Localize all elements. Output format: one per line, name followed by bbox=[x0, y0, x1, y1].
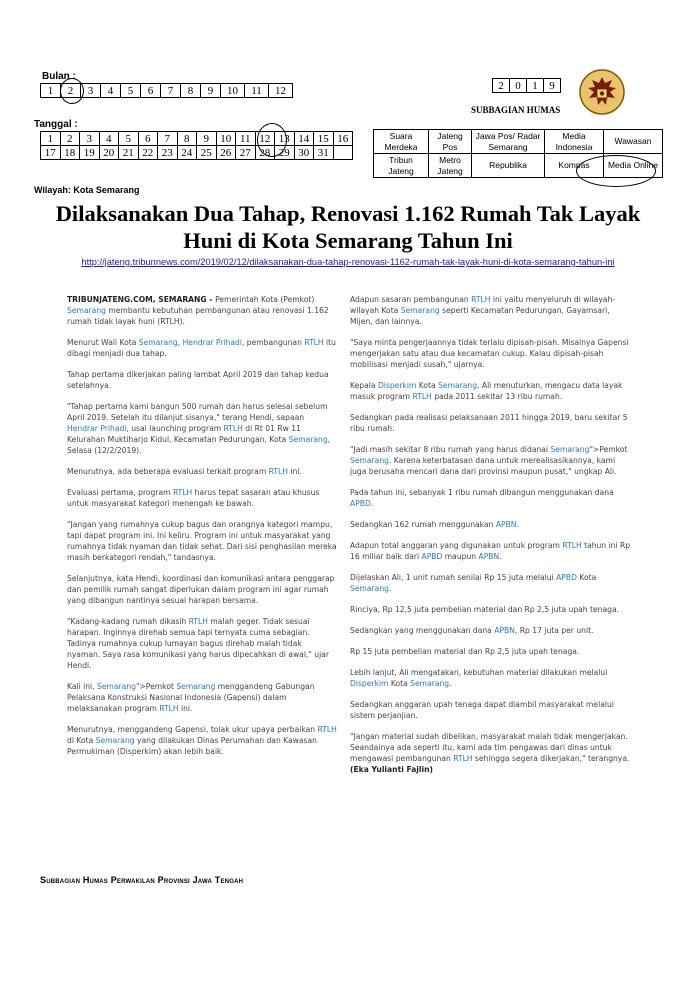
inline-link[interactable]: Disperkim bbox=[377, 381, 417, 390]
article-paragraph bbox=[350, 625, 632, 636]
text-run: Sedangkan 162 rumah menggunakan bbox=[350, 520, 496, 529]
text-run: . bbox=[388, 584, 392, 593]
article-paragraph bbox=[350, 412, 632, 434]
inline-link[interactable]: RTLH bbox=[453, 754, 473, 763]
text-run: Pada tahun ini, sebanyak 1 ribu rumah dibangun menggunakan dana bbox=[350, 488, 614, 497]
article-paragraph bbox=[350, 572, 632, 594]
inline-link[interactable]: Semarang bbox=[97, 682, 136, 691]
inline-link[interactable]: Semarang bbox=[67, 306, 106, 315]
inline-link[interactable]: APBD bbox=[421, 552, 443, 561]
day-cell: 18 bbox=[60, 146, 80, 160]
unit-label: SUBBAGIAN HUMAS bbox=[471, 105, 561, 115]
text-run: "Tahap pertama kami bangun 500 rumah dan harus selesai sebelum April 2019. Setelah itu dilanjut sisanya," terang Hendi, sapaan bbox=[67, 402, 328, 422]
article-paragraph bbox=[67, 573, 337, 606]
text-run: pada 2011 sekitar 13 ribu rumah. bbox=[431, 392, 563, 401]
inline-link[interactable]: APBD bbox=[556, 573, 577, 582]
inline-link[interactable]: Semarang bbox=[550, 445, 590, 454]
inline-link[interactable]: RTLH bbox=[172, 488, 193, 497]
inline-link[interactable]: Semarang bbox=[350, 456, 389, 465]
day-cell: 14 bbox=[294, 132, 314, 146]
month-cell: 5 bbox=[121, 84, 141, 98]
text-run: Dijelaskan Ali, 1 unit rumah senilai Rp 15 juta melalui bbox=[350, 573, 557, 582]
text-run: "Kadang-kadang rumah dikasih bbox=[67, 617, 189, 626]
year-digit-cell: 1 bbox=[527, 79, 544, 93]
text-run: Menurutnya, ada beberapa evaluasi terkait program bbox=[67, 467, 269, 476]
text-run: , Rp 17 juta per unit. bbox=[514, 626, 594, 635]
inline-link[interactable]: Disperkim bbox=[350, 679, 389, 688]
media-outlet-cell: Republika bbox=[472, 154, 545, 178]
inline-link[interactable]: RTLH bbox=[188, 617, 208, 626]
day-cell: 11 bbox=[236, 132, 256, 146]
text-run: Lebih lanjut, Ali mengatakan, kebutuhan material dilakukan melalui bbox=[350, 668, 608, 677]
text-run: . bbox=[370, 499, 374, 508]
article-paragraph bbox=[350, 294, 632, 327]
article-paragraph bbox=[67, 487, 337, 509]
text-run: ini. bbox=[178, 704, 193, 713]
text-run: Rinciya, Rp 12,5 juta pembelian material dan Rp 2,5 juta upah tenaga. bbox=[350, 605, 620, 614]
day-cell bbox=[333, 146, 353, 160]
inline-link[interactable]: RTLH bbox=[304, 338, 324, 347]
year-grid bbox=[492, 78, 561, 93]
text-run: tahun ini Rp 16 miliar baik dari bbox=[350, 541, 631, 561]
day-cell: 31 bbox=[314, 146, 334, 160]
text-run: Rp 15 juta pembelian material dan Rp 2,5 juta upah tenaga. bbox=[350, 647, 580, 656]
text-run: "Jangan material sudah dibelikan, masyarakat malah tidak mengerjakan. Seandainya ada seperti itu, kami ada tim pengawas dari dinas untuk mengawasi pembangunan bbox=[350, 732, 628, 763]
text-run: . bbox=[516, 520, 519, 529]
text-run: yang dilakukan Dinas Perumahan dan Kawasan Permukiman (Disperkim) akan lebih baik. bbox=[67, 736, 317, 756]
day-cell: 16 bbox=[333, 132, 353, 146]
text-run: Kepala bbox=[350, 381, 378, 390]
inline-link[interactable]: APBN bbox=[495, 520, 517, 529]
article-paragraph bbox=[67, 519, 337, 563]
text-run: Selanjutnya, kata Hendi, koordinasi dan komunikasi antara penggarap dan pemilik rumah sangat diperlukan dalam program ini agar rumah yang dibangun nantinya sesuai harapan bersama. bbox=[67, 574, 335, 605]
text-run: , bbox=[177, 338, 183, 347]
text-run: Sedangkan yang menggunakan dana bbox=[350, 626, 495, 635]
media-outlet-cell: Tribun Jateng bbox=[374, 154, 429, 178]
day-cell: 20 bbox=[99, 146, 119, 160]
inline-link[interactable]: APBD bbox=[350, 499, 371, 508]
month-cell: 9 bbox=[201, 84, 221, 98]
text-run: , Ali menuturkan, mengacu data layak masuk program bbox=[350, 381, 623, 401]
article-paragraph bbox=[67, 401, 337, 456]
article-paragraph bbox=[350, 731, 632, 775]
inline-link[interactable]: Semarang bbox=[350, 584, 389, 593]
inline-link[interactable]: Semarang bbox=[400, 306, 440, 315]
month-cell: 4 bbox=[101, 84, 121, 98]
bulan-label: Bulan : bbox=[42, 71, 76, 82]
day-cell: 23 bbox=[158, 146, 178, 160]
article-paragraph bbox=[350, 540, 632, 562]
text-run: Kota bbox=[388, 679, 411, 688]
day-cell: 4 bbox=[99, 132, 119, 146]
day-cell: 9 bbox=[197, 132, 217, 146]
article-paragraph bbox=[350, 699, 632, 721]
media-outlet-cell: Jateng Pos bbox=[429, 130, 472, 154]
article-paragraph bbox=[350, 604, 632, 615]
day-cell: 7 bbox=[158, 132, 178, 146]
bold-text: TRIBUNJATENG.COM, SEMARANG - bbox=[67, 295, 216, 304]
day-cell: 24 bbox=[177, 146, 197, 160]
text-run: Sedangkan anggaran upah tenaga dapat diambil masyarakat melalui sistem perjanjian. bbox=[350, 700, 614, 720]
day-cell: 17 bbox=[41, 146, 61, 160]
text-run: Sedangkan pada realisasi pelaksanaan 2011 hingga 2019, baru sekitar 5 ribu rumah. bbox=[350, 413, 628, 433]
article-paragraph bbox=[350, 519, 632, 530]
media-outlet-cell: Wawasan bbox=[604, 130, 663, 154]
inline-link[interactable]: Hendrar Prihadi bbox=[67, 424, 127, 433]
wilayah-label: Wilayah: Kota Semarang bbox=[34, 185, 140, 195]
inline-link[interactable]: Hendrar Prihadi bbox=[182, 338, 242, 347]
day-cell: 5 bbox=[119, 132, 139, 146]
media-outlet-cell: Media Indonesia bbox=[545, 130, 604, 154]
media-outlet-cell: Kompas bbox=[545, 154, 604, 178]
article-paragraph bbox=[67, 369, 337, 391]
article-paragraph bbox=[67, 616, 337, 671]
month-cell: 11 bbox=[245, 84, 269, 98]
inline-link[interactable]: RTLH bbox=[268, 467, 288, 476]
year-digit-cell: 2 bbox=[493, 79, 510, 93]
day-cell: 28 bbox=[255, 146, 275, 160]
page-footer: Subbagian Humas Perwakilan Provinsi Jawa Tengah bbox=[40, 875, 244, 885]
media-outlet-cell: Metro Jateng bbox=[429, 154, 472, 178]
text-run: Pemerintah Kota (Pemkot) bbox=[215, 295, 315, 304]
tanggal-label: Tanggal : bbox=[34, 119, 78, 130]
garuda-emblem-icon bbox=[578, 68, 626, 116]
text-run: menggandeng Gabungan Pelaksana Konstruksi Nasional Indonesia (Gapensi) dalam melaksanakan program bbox=[67, 682, 315, 713]
month-cell: 2 bbox=[61, 84, 81, 98]
article-url[interactable]: http://jateng.tribunnews.com/2019/02/12/dilaksanakan-dua-tahap-renovasi-1162-rumah-tak-layak-huni-di-kota-semarang-tahun-ini bbox=[81, 257, 615, 267]
text-run: Kali ini, bbox=[67, 682, 97, 691]
media-circle-mark bbox=[576, 155, 656, 187]
text-run: di Rt 01 Rw 11 Kelurahan Muktiharjo Kidul, Kecamatan Pedurungan, Kota bbox=[67, 424, 301, 444]
text-run: ">Pemkot bbox=[135, 682, 177, 691]
bold-text: (Eka Yulianti Fajlin) bbox=[350, 765, 433, 774]
day-cell: 12 bbox=[255, 132, 275, 146]
text-run: Menurutnya, menggandeng Gapensi, tolak ukur upaya perbaikan bbox=[67, 725, 318, 734]
text-run: ini yaitu menyeluruh di wilayah-wilayah Kota bbox=[350, 295, 616, 315]
article-paragraph bbox=[350, 646, 632, 657]
day-cell: 3 bbox=[80, 132, 100, 146]
article-paragraph bbox=[350, 380, 632, 402]
article-title: Dilaksanakan Dua Tahap, Renovasi 1.162 Rumah Tak Layak Huni di Kota Semarang Tahun Ini bbox=[55, 201, 641, 253]
inline-link[interactable]: RTLH bbox=[562, 541, 582, 550]
day-cell: 6 bbox=[138, 132, 158, 146]
text-run: , pembangunan bbox=[241, 338, 305, 347]
text-run: membantu kebutuhan pembangunan atau renovasi 1.162 rumah tidak layak huni (RTLH). bbox=[67, 306, 329, 326]
inline-link[interactable]: Semarang bbox=[288, 435, 328, 444]
article-paragraph bbox=[67, 681, 337, 714]
text-run: itu dibagi menjadi dua tahap. bbox=[67, 338, 336, 358]
year-digit-cell: 0 bbox=[510, 79, 527, 93]
day-circle-mark bbox=[257, 123, 287, 157]
text-run: . bbox=[499, 552, 502, 561]
media-outlet-cell: Suara Merdeka bbox=[374, 130, 429, 154]
day-cell: 21 bbox=[119, 146, 139, 160]
text-run: sehingga segera dikerjakan," terangnya. bbox=[472, 754, 630, 763]
day-cell: 2 bbox=[60, 132, 80, 146]
inline-link[interactable]: Semarang bbox=[176, 682, 216, 691]
article-paragraph bbox=[350, 444, 632, 477]
inline-link[interactable]: RTLH bbox=[412, 392, 432, 401]
inline-link[interactable]: Semarang bbox=[438, 381, 478, 390]
day-cell: 27 bbox=[236, 146, 256, 160]
text-run: maupun bbox=[442, 552, 479, 561]
day-grid bbox=[40, 131, 353, 160]
text-run: "Jadi masih sekitar 8 ribu rumah yang harus didanai bbox=[350, 445, 551, 454]
day-cell: 15 bbox=[314, 132, 334, 146]
day-cell: 19 bbox=[80, 146, 100, 160]
text-run: ">Pemkot bbox=[589, 445, 628, 454]
inline-link[interactable]: RTLH bbox=[317, 725, 337, 734]
media-outlet-cell: Jawa Pos/ Radar Semarang bbox=[472, 130, 545, 154]
text-run: Adapun total anggaran yang digunakan untuk program bbox=[350, 541, 563, 550]
text-run: Menurut Wali Kota bbox=[67, 338, 139, 347]
month-cell: 12 bbox=[269, 84, 293, 98]
article-paragraph bbox=[350, 487, 632, 509]
text-run: "Jangan yang rumahnya cukup bagus dan orangnya kategori mampu, tapi dapat program ini. Ini keliru. Program ini untuk masyarakat yang rumahnya tidak nyaman dan tidak sehat. Dari sisi penghasilan mereka masih berkategori rendah," tandasnya. bbox=[67, 520, 337, 562]
day-cell: 10 bbox=[216, 132, 236, 146]
inline-link[interactable]: RTLH bbox=[471, 295, 491, 304]
article-paragraph bbox=[67, 337, 337, 359]
media-outlet-cell: Media Online bbox=[604, 154, 663, 178]
text-run: ini. bbox=[287, 467, 302, 476]
month-cell: 6 bbox=[141, 84, 161, 98]
day-cell: 13 bbox=[275, 132, 295, 146]
article-paragraph bbox=[67, 466, 337, 477]
day-cell: 8 bbox=[177, 132, 197, 146]
article-paragraph bbox=[67, 294, 337, 327]
text-run: Adapun sasaran pembangunan bbox=[350, 295, 472, 304]
inline-link[interactable]: RTLH bbox=[159, 704, 179, 713]
text-run: . bbox=[449, 679, 452, 688]
day-cell: 25 bbox=[197, 146, 217, 160]
month-cell: 7 bbox=[161, 84, 181, 98]
month-circle-mark bbox=[60, 78, 84, 104]
month-cell: 10 bbox=[221, 84, 245, 98]
inline-link[interactable]: Semarang bbox=[410, 679, 450, 688]
text-run: Kota bbox=[576, 573, 597, 582]
year-digit-cell: 9 bbox=[544, 79, 561, 93]
text-run: , Selasa (12/2/2019). bbox=[67, 435, 331, 455]
text-run: harus tepat sasaran atau khusus untuk masyarakat kategori menengah ke bawah. bbox=[67, 488, 320, 508]
inline-link[interactable]: Semarang bbox=[138, 338, 178, 347]
inline-link[interactable]: Semarang bbox=[95, 736, 135, 745]
day-cell: 22 bbox=[138, 146, 158, 160]
text-run: seperti Kecamatan Pedurungan, Gayamsari, Mijen, dan lainnya. bbox=[350, 306, 610, 326]
month-cell: 3 bbox=[81, 84, 101, 98]
article-paragraph bbox=[350, 337, 632, 370]
article-paragraph bbox=[350, 667, 632, 689]
month-cell: 8 bbox=[181, 84, 201, 98]
day-cell: 1 bbox=[41, 132, 61, 146]
inline-link[interactable]: RTLH bbox=[223, 424, 243, 433]
text-run: , usai launching program bbox=[126, 424, 224, 433]
day-cell: 29 bbox=[275, 146, 295, 160]
text-run: Evaluasi pertama, program bbox=[67, 488, 173, 497]
day-cell: 30 bbox=[294, 146, 314, 160]
text-run: di Kota bbox=[67, 736, 96, 745]
text-run: Kota bbox=[416, 381, 439, 390]
article-column-left bbox=[67, 294, 337, 767]
inline-link[interactable]: APBN bbox=[494, 626, 515, 635]
article-column-right bbox=[350, 294, 632, 785]
text-run: malah geger. Tidak sesuai harapan. Inginnya direhab semua tapi ternyata cuma sebagian. Tadinya rumahnya cukup lumayan bagus direhab malah tidak nyaman. Saya rasa komunikasi yang harus dipecahkan di awal," ujar Hendi. bbox=[67, 617, 329, 670]
text-run: . Karena keterbatasan dana untuk merealisasikannya, kami juga berusaha mencari dana dari provinsi maupun pusat," ungkap Ali. bbox=[350, 456, 617, 476]
inline-link[interactable]: APBN bbox=[478, 552, 500, 561]
text-run: "Saya minta pengerjaannya tidak terlalu dipisah-pisah. Misalnya Gapensi mengerjakan satu atau dua kecamatan cukup. Kalau dipisah-pisah mobilisasi menjadi susah," ujarnya. bbox=[350, 338, 629, 369]
text-run: Tahap pertama dikerjakan paling lambat April 2019 dan tahap kedua setelahnya. bbox=[67, 370, 329, 390]
month-cell: 1 bbox=[41, 84, 61, 98]
article-paragraph bbox=[67, 724, 337, 757]
day-cell: 26 bbox=[216, 146, 236, 160]
